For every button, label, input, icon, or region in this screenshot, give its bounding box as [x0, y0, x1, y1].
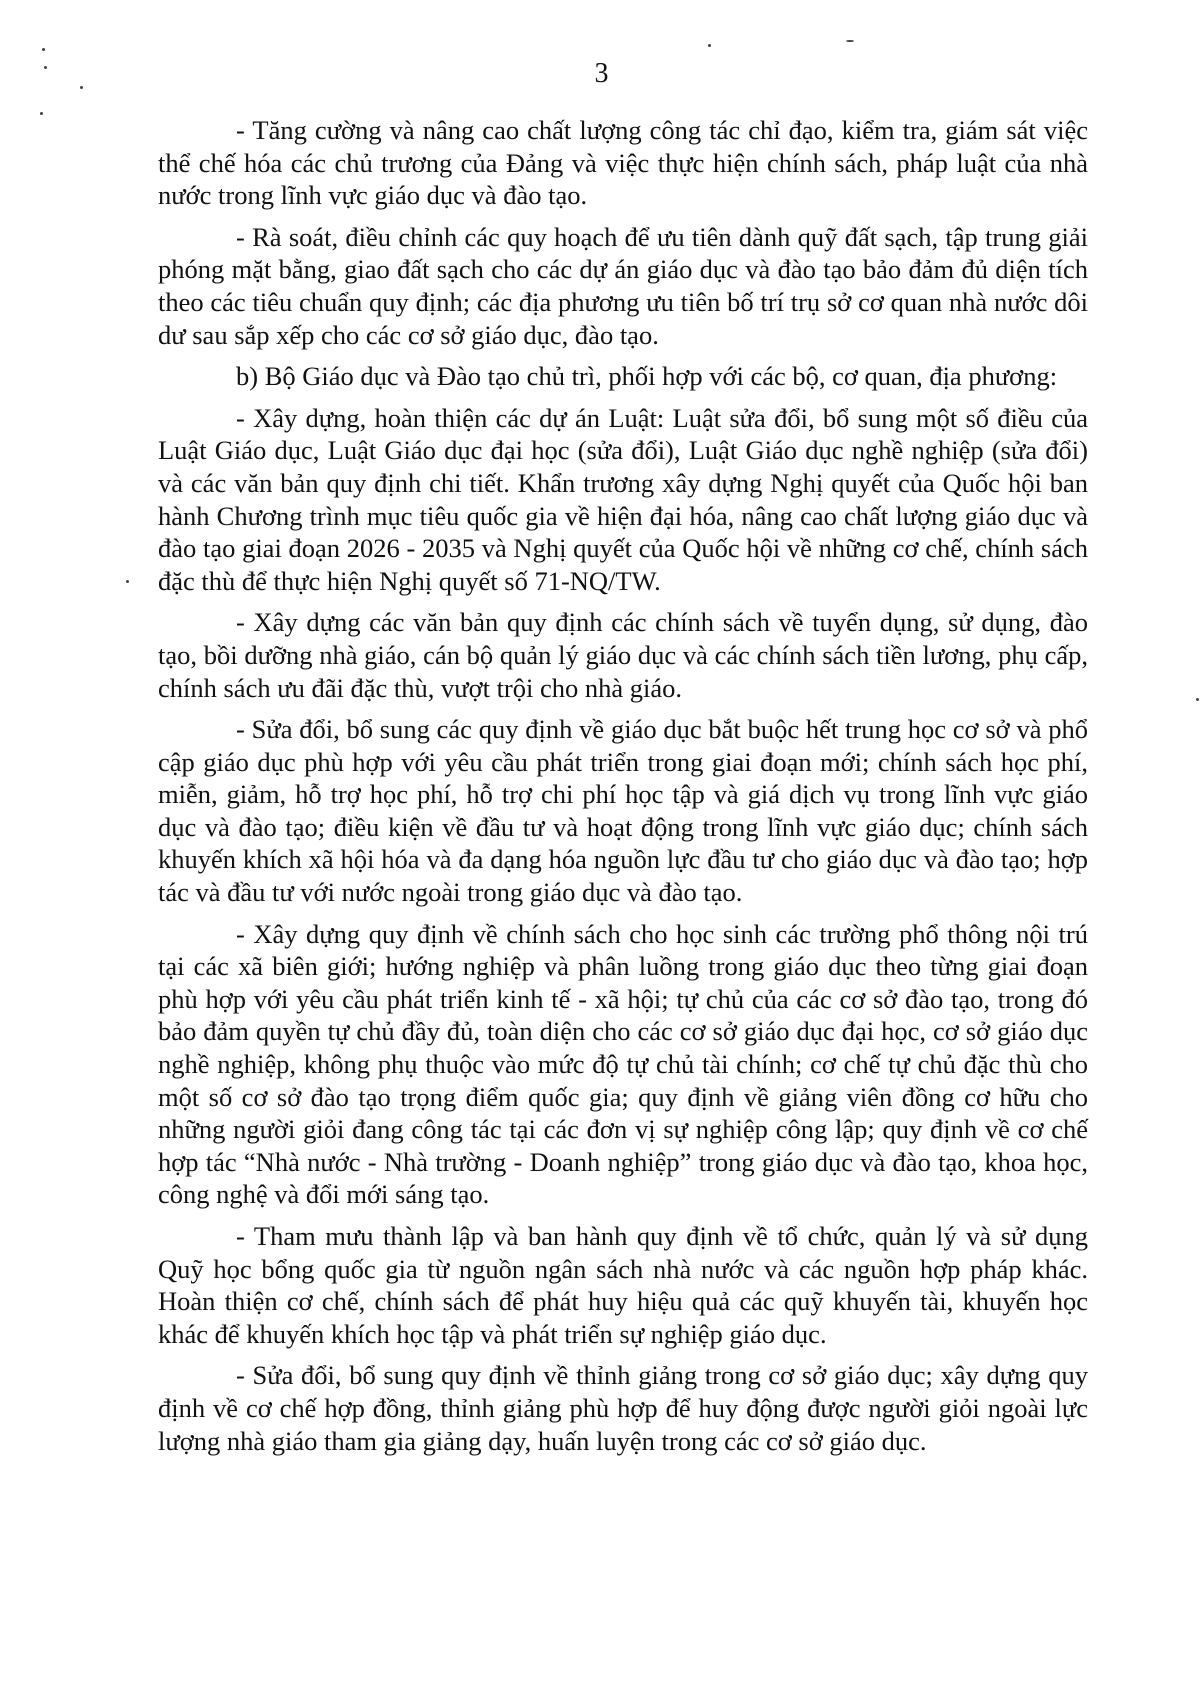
paragraph: - Rà soát, điều chỉnh các quy hoạch để ưu tiên dành quỹ đất sạch, tập trung giải phóng mặt bằng, giao đất sạch cho các dự án giáo dục và đào tạo bảo đảm đủ diện tích theo các tiêu chuẩn quy định; các địa phương ưu tiên bố trí trụ sở cơ quan nhà nước dôi dư sau sắp xếp cho các cơ sở giáo dục, đào tạo.	[158, 221, 1088, 350]
paragraph: - Sửa đổi, bổ sung các quy định về giáo dục bắt buộc hết trung học cơ sở và phổ cập giáo dục phù hợp với yêu cầu phát triển trong giai đoạn mới; chính sách học phí, miễn, giảm, hỗ trợ học phí, hỗ trợ chi phí học tập và giá dịch vụ trong lĩnh vực giáo dục và đào tạo; điều kiện về đầu tư và hoạt động trong lĩnh vực giáo dục; chính sách khuyến khích xã hội hóa và đa dạng hóa nguồn lực đầu tư cho giáo dục và đào tạo; hợp tác và đầu tư với nước ngoài trong giáo dục và đào tạo.	[158, 714, 1088, 908]
scan-speck	[708, 44, 711, 47]
section-heading: b) Bộ Giáo dục và Đào tạo chủ trì, phối hợp với các bộ, cơ quan, địa phương:	[236, 361, 1058, 392]
paragraph: - Sửa đổi, bổ sung quy định về thỉnh giảng trong cơ sở giáo dục; xây dựng quy định về cơ chế hợp đồng, thỉnh giảng phù hợp để huy động được người giỏi ngoài lực lượng nhà giáo tham gia giảng dạy, huấn luyện trong các cơ sở giáo dục.	[158, 1360, 1088, 1456]
page-number: 3	[594, 58, 609, 89]
scan-speck	[126, 580, 129, 583]
paragraph: - Tăng cường và nâng cao chất lượng công tác chỉ đạo, kiểm tra, giám sát việc thể chế hóa các chủ trương của Đảng và việc thực hiện chính sách, pháp luật của nhà nước trong lĩnh vực giáo dục và đào tạo.	[158, 115, 1088, 211]
paragraph: - Xây dựng các văn bản quy định các chính sách về tuyển dụng, sử dụng, đào tạo, bồi dưỡng nhà giáo, cán bộ quản lý giáo dục và các chính sách tiền lương, phụ cấp, chính sách ưu đãi đặc thù, vượt trội cho nhà giáo.	[158, 607, 1088, 703]
scan-speck	[40, 112, 43, 115]
scan-speck	[846, 40, 854, 42]
scan-speck	[1196, 698, 1199, 701]
paragraph: - Xây dựng quy định về chính sách cho học sinh các trường phổ thông nội trú tại các xã biên giới; hướng nghiệp và phân luồng trong giáo dục theo từng giai đoạn phù hợp với yêu cầu phát triển kinh tế - xã hội; tự chủ của các cơ sở đào tạo, trong đó bảo đảm quyền tự chủ đầy đủ, toàn diện cho các cơ sở giáo dục đại học, cơ sở giáo dục nghề nghiệp, không phụ thuộc vào mức độ tự chủ tài chính; cơ chế tự chủ đặc thù cho một số cơ sở đào tạo trọng điểm quốc gia; quy định về giảng viên đồng cơ hữu cho những người giỏi đang công tác tại các đơn vị sự nghiệp công lập; quy định về cơ chế hợp tác “Nhà nước - Nhà trường - Doanh nghiệp” trong giáo dục và đào tạo, khoa học, công nghệ và đổi mới sáng tạo.	[158, 918, 1088, 1210]
scan-speck	[42, 48, 45, 51]
paragraph: - Tham mưu thành lập và ban hành quy định về tổ chức, quản lý và sử dụng Quỹ học bổng quốc gia từ nguồn ngân sách nhà nước và các nguồn hợp pháp khác. Hoàn thiện cơ chế, chính sách để phát huy hiệu quả các quỹ khuyến tài, khuyến học khác để khuyến khích học tập và phát triển sự nghiệp giáo dục.	[158, 1221, 1088, 1349]
document-body	[158, 114, 1088, 1466]
paragraph: - Xây dựng, hoàn thiện các dự án Luật: Luật sửa đổi, bổ sung một số điều của Luật Giáo dục, Luật Giáo dục đại học (sửa đổi), Luật Giáo dục nghề nghiệp (sửa đổi) và các văn bản quy định chi tiết. Khẩn trương xây dựng Nghị quyết của Quốc hội ban hành Chương trình mục tiêu quốc gia về hiện đại hóa, nâng cao chất lượng giáo dục và đào tạo giai đoạn 2026 - 2035 và Nghị quyết của Quốc hội về những cơ chế, chính sách đặc thù để thực hiện Nghị quyết số 71-NQ/TW.	[158, 402, 1088, 596]
